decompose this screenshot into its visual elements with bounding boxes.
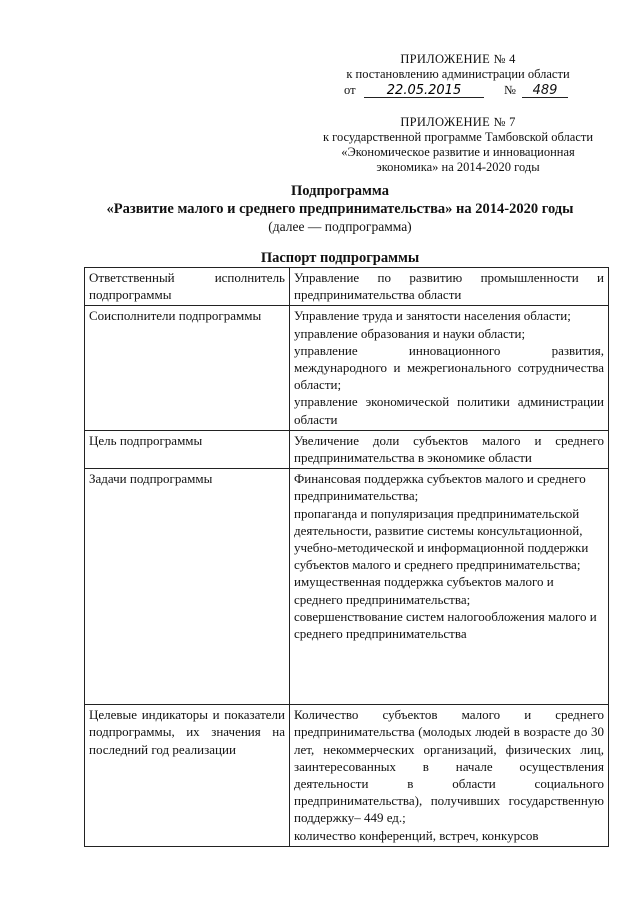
value-line: пропаганда и популяризация предпринимательской деятельности, развитие системы консультационной, учебно-методической и информационной поддержки субъектов малого и среднего предпринимательства; <box>294 505 589 573</box>
row-value <box>290 469 609 705</box>
value-line: количество конференций, встреч, конкурсов <box>294 827 539 843</box>
value-line: Управление по развитию промышленности и предпринимательства области <box>294 270 604 303</box>
row-label: Соисполнители подпрограммы <box>85 306 290 430</box>
number-prefix: № <box>504 83 516 97</box>
value-line: Финансовая поддержка субъектов малого и среднего предпринимательства; <box>294 471 586 504</box>
table-row <box>85 469 609 705</box>
appendix-7-line: «Экономическое развитие и инновационная <box>341 145 575 159</box>
subprogram-name: «Развитие малого и среднего предпринимательства» на 2014-2020 годы <box>106 201 574 217</box>
appendix-7-line: экономика» на 2014-2020 годы <box>376 160 540 174</box>
row-label: Ответственный исполнитель подпрограммы <box>85 268 290 306</box>
passport-title: Паспорт подпрограммы <box>260 250 420 266</box>
table-row <box>85 705 609 847</box>
subprogram-note: (далее — подпрограмма) <box>268 219 412 234</box>
table-row <box>85 430 609 468</box>
row-label: Задачи подпрограммы <box>85 469 290 705</box>
value-line: Количество субъектов малого и среднего предпринимательства (молодых людей в возрасте до 30 лет, некоммерческих организаций, физических лиц, заинтересованных в начале осуществления деятельности в области социального предпринимательства), получивших государственную поддержку– 449 ед.; <box>294 707 604 826</box>
date-prefix: от <box>344 83 356 97</box>
row-label: Целевые индикаторы и показатели подпрограммы, их значения на последний год реализации <box>85 705 290 847</box>
subprogram-title: Подпрограмма <box>291 183 389 199</box>
passport-table <box>84 267 609 847</box>
handwritten-date: 22.05.2015 <box>364 84 484 98</box>
appendix-4-block <box>300 52 616 99</box>
table-row <box>85 306 609 430</box>
appendix-7-line: к государственной программе Тамбовской области <box>322 130 594 144</box>
value-line: управление образования и науки области; <box>294 325 526 341</box>
row-value <box>290 268 609 306</box>
appendix-7-block <box>300 115 616 175</box>
row-value <box>290 705 609 847</box>
appendix-4-title: ПРИЛОЖЕНИЕ № 4 <box>400 52 516 66</box>
row-label: Цель подпрограммы <box>85 430 290 468</box>
value-line: управление экономической политики администрации области <box>294 394 604 427</box>
appendix-4-dateline <box>300 83 616 99</box>
value-line: управление инновационного развития, международного и межрегионального сотрудничества области; <box>294 342 604 393</box>
row-value <box>290 430 609 468</box>
value-line: Управление труда и занятости населения области; <box>294 308 571 324</box>
row-value <box>290 306 609 430</box>
appendix-7-title: ПРИЛОЖЕНИЕ № 7 <box>400 115 516 129</box>
table-row <box>85 268 609 306</box>
appendix-4-subtitle: к постановлению администрации области <box>346 67 570 81</box>
value-line: совершенствование систем налогообложения малого и среднего предпринимательства <box>294 608 597 642</box>
value-line: имущественная поддержка субъектов малого и среднего предпринимательства; <box>294 574 554 607</box>
value-line: Увеличение доли субъектов малого и среднего предпринимательства в экономике области <box>294 432 604 466</box>
handwritten-number: 489 <box>522 84 568 98</box>
